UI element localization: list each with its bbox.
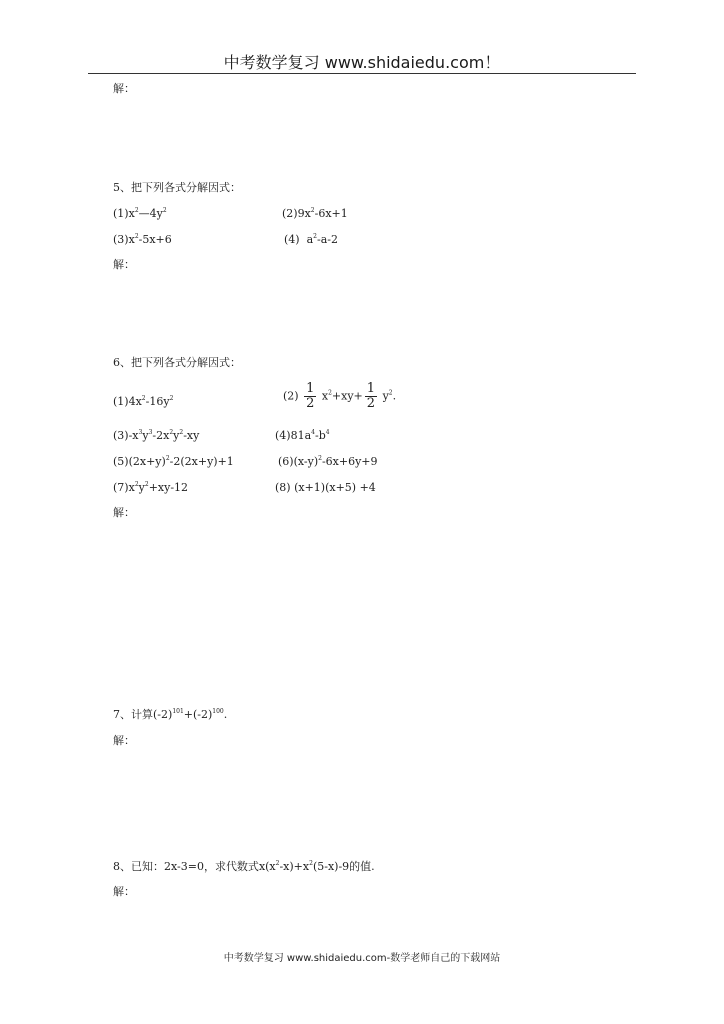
fraction-one-half: $\frac{1}{2}$ — [366, 381, 376, 411]
q5-title: 5、把下列各式分解因式： — [113, 181, 241, 194]
q6-problem-3: $(3)-x^3y^3-2x^2y^2-xy$ — [113, 429, 200, 442]
page-footer: 中考数学复习 www.shidaiedu.com-数学老师自己的下载网站 — [223, 953, 501, 964]
solution-label: 解： — [113, 82, 135, 95]
q7-solution-label: 解： — [113, 734, 135, 747]
q5-problem-1: $(1)x^2—4y^2$ — [113, 207, 167, 220]
q6-problem-8: (8) (x+1)(x+5) +4 — [275, 481, 376, 494]
q6-solution-label: 解： — [113, 506, 135, 519]
q6-problem-1: $(1)4x^2-16y^2$ — [113, 395, 174, 408]
q7-problem: 7、计算$(-2)^{101}+(-2)^{100}$. — [113, 708, 228, 721]
header-divider — [88, 73, 636, 74]
q5-problem-4: (4) $a^2-a-2$ — [284, 233, 338, 246]
q6-problem-7: $(7)x^2y^2+xy-12$ — [113, 481, 189, 494]
q5-problem-2: $(2)9x^2-6x+1$ — [282, 207, 348, 220]
fraction-one-half: $\frac{1}{2}$ — [306, 381, 315, 411]
q5-solution-label: 解： — [113, 258, 135, 271]
q6-problem-6: $(6)(x-y)^2-6x+6y+9$ — [278, 455, 378, 468]
page-header: 中考数学复习 www.shidaiedu.com！ — [223, 53, 501, 72]
q8-problem: 8、已知：2x-3=0，求代数式$x(x^2-x)+x^2(5-x)-9$的值. — [113, 860, 375, 873]
q5-problem-3: $(3)x^2-5x+6$ — [113, 233, 172, 246]
q6-problem-2: (2) $\frac{1}{2}$ $x^2+xy+$ $\frac{1}{2}$ $y^2$. — [283, 381, 397, 411]
q6-problem-5: $(5)(2x+y)^2-2(2x+y)+1$ — [113, 455, 234, 468]
q8-solution-label: 解： — [113, 885, 135, 898]
q6-title: 6、把下列各式分解因式： — [113, 356, 241, 369]
q6-problem-4: $(4)81a^4-b^4$ — [275, 429, 330, 442]
